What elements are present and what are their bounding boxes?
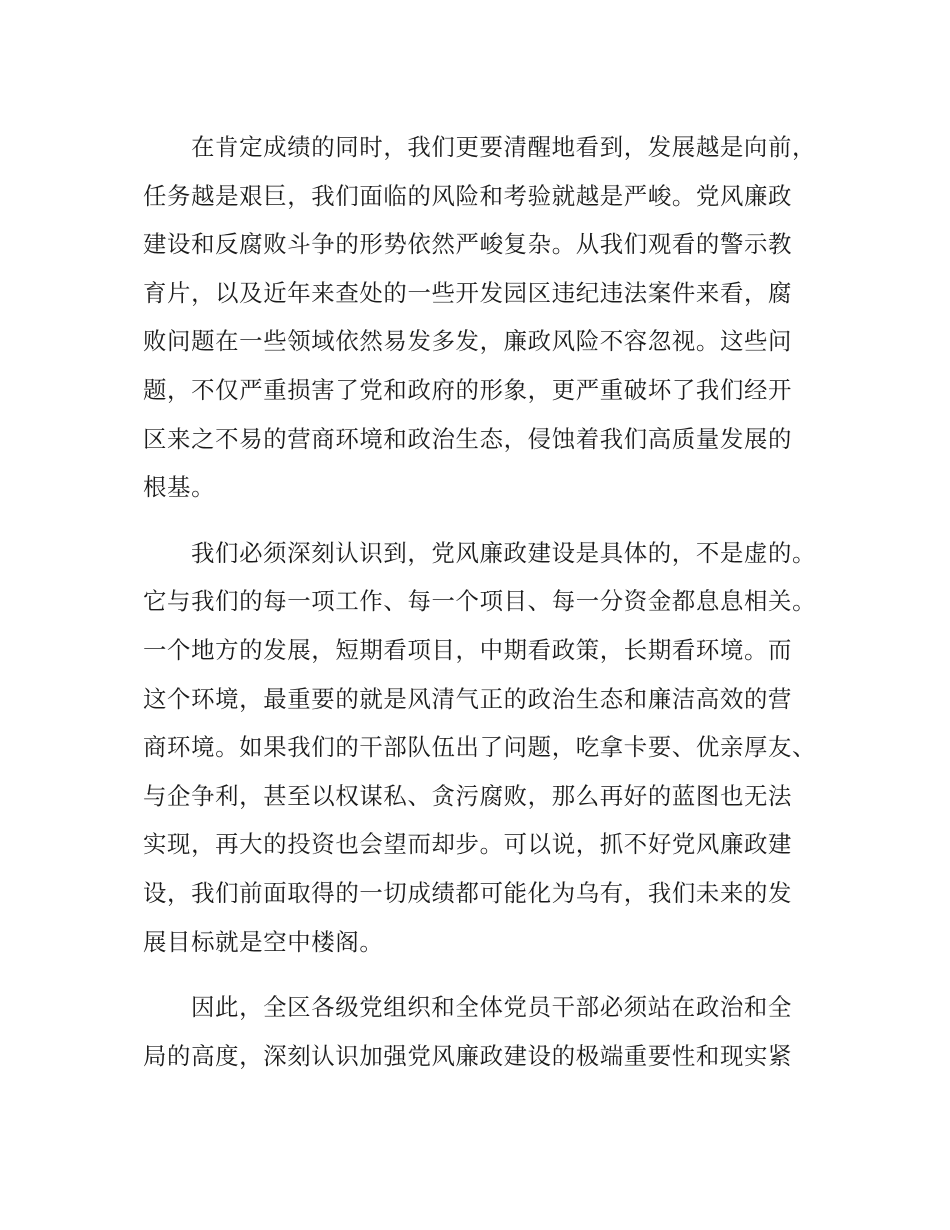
text-line: 我们必须深刻认识到，党风廉政建设是具体的，不是虚的。 (191, 538, 817, 567)
text-line: 局的高度，深刻认识加强党风廉政建设的极端重要性和现实紧 (143, 1041, 793, 1070)
text-line: 在肯定成绩的同时，我们更要清醒地看到，发展越是向前， (191, 133, 817, 161)
text-line: 题，不仅严重损害了党和政府的形象，更严重破坏了我们经开 (143, 375, 793, 404)
text-line: 展目标就是空中楼阁。 (143, 927, 384, 956)
text-line: 因此，全区各级党组织和全体党员干部必须站在政治和全 (191, 993, 793, 1022)
text-line: 建设和反腐败斗争的形势依然严峻复杂。从我们观看的警示教 (143, 230, 793, 259)
text-line: 实现，再大的投资也会望而却步。可以说，抓不好党风廉政建 (143, 830, 793, 859)
text-line: 区来之不易的营商环境和政治生态，侵蚀着我们高质量发展的 (143, 424, 793, 453)
text-line: 与企争利，甚至以权谋私、贪污腐败，那么再好的蓝图也无法 (143, 781, 793, 810)
paragraph-3 (143, 983, 819, 1080)
text-line: 根基。 (143, 473, 216, 502)
paragraph-1 (143, 123, 819, 512)
document-page (143, 123, 819, 1097)
text-line: 这个环境，最重要的就是风清气正的政治生态和廉洁高效的营 (143, 684, 793, 713)
text-line: 育片，以及近年来查处的一些开发园区违纪违法案件来看，腐 (143, 278, 793, 307)
text-line: 它与我们的每一项工作、每一个项目、每一分资金都息息相关。 (143, 587, 817, 616)
text-line: 败问题在一些领域依然易发多发，廉政风险不容忽视。这些问 (143, 327, 793, 356)
text-line: 任务越是艰巨，我们面临的风险和考验就越是严峻。党风廉政 (143, 181, 793, 210)
text-line: 设，我们前面取得的一切成绩都可能化为乌有，我们未来的发 (143, 878, 793, 907)
text-line: 商环境。如果我们的干部队伍出了问题，吃拿卡要、优亲厚友、 (143, 733, 817, 762)
text-line: 一个地方的发展，短期看项目，中期看政策，长期看环境。而 (143, 635, 793, 664)
paragraph-2 (143, 529, 819, 966)
